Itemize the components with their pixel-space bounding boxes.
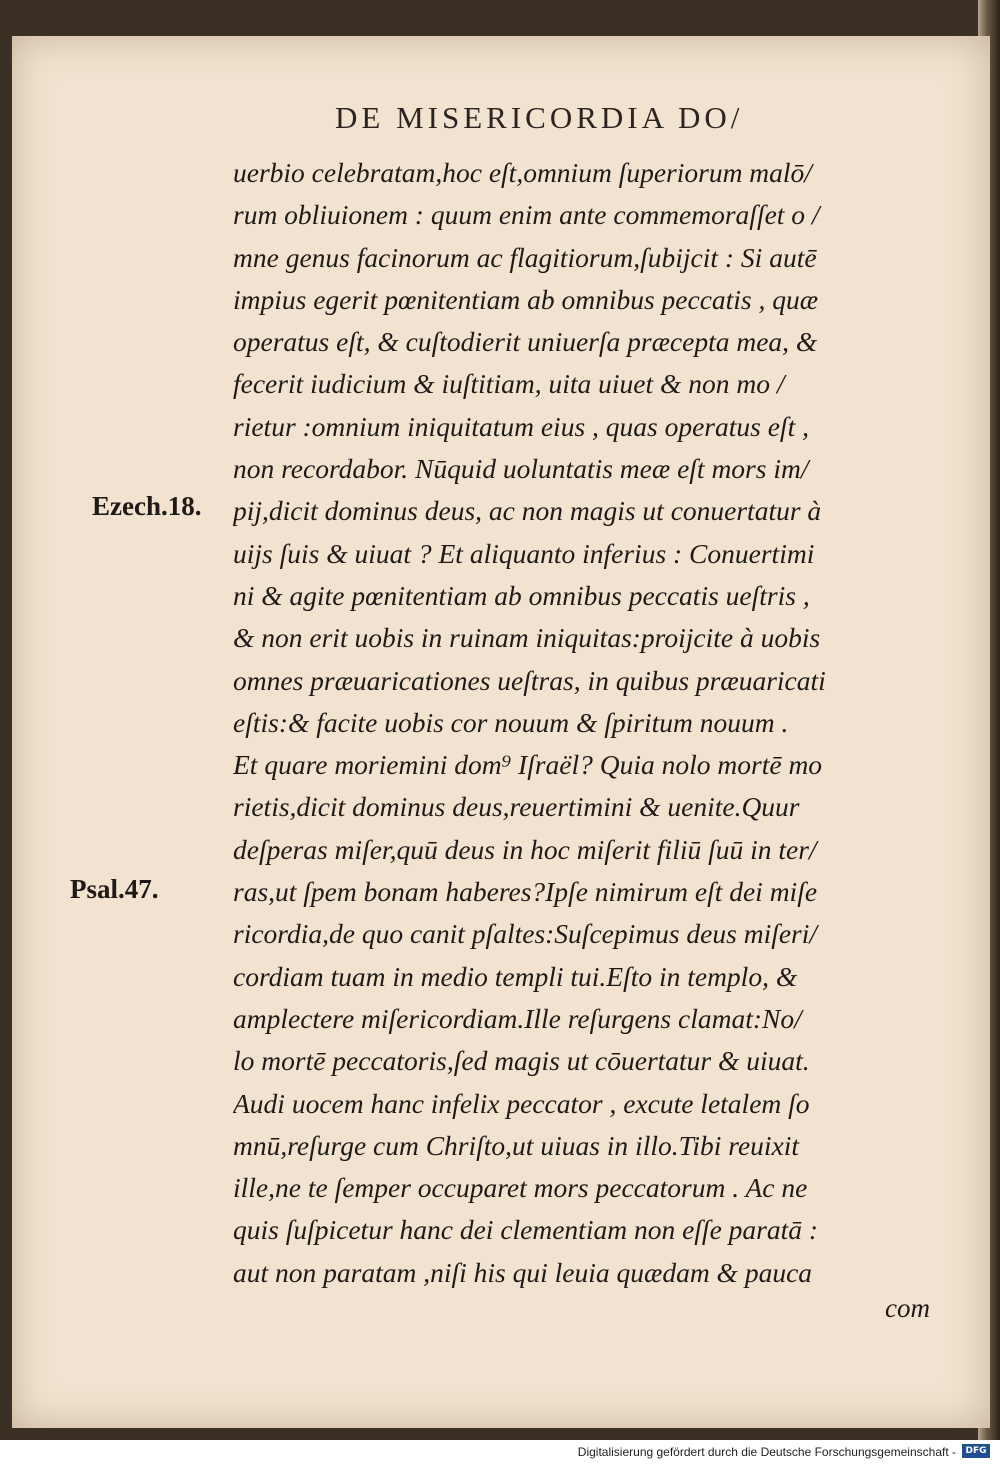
footer-credit: Digitalisierung gefördert durch die Deutsche Forschungsgemeinschaft - — [577, 1445, 956, 1459]
text-line: Audi uocem hanc infelix peccator , excute letalem ſo — [233, 1087, 810, 1119]
text-line: & non erit uobis in ruinam iniquitas:proijcite à uobis — [233, 622, 821, 654]
body-text — [233, 152, 933, 1294]
text-line: amplectere miſericordiam.Ille reſurgens clamat:No/ — [233, 1002, 802, 1034]
text-line: omnes præuaricationes ueſtras, in quibus præuaricati — [233, 664, 826, 696]
dfg-logo: DFG — [962, 1444, 990, 1458]
text-line: deſperas miſer,quū deus in hoc miſerit filiū ſuū in ter/ — [233, 833, 817, 865]
text-line: mnū,reſurge cum Chriſto,ut uiuas in illo.Tibi reuixit — [233, 1129, 800, 1161]
text-line: cordiam tuam in medio templi tui.Eſto in templo, & — [233, 960, 798, 992]
margin-note-psal: Psal.47. — [70, 874, 159, 904]
text-line: ni & agite pœnitentiam ab omnibus peccatis ueſtris , — [233, 579, 810, 611]
running-header: DE MISERICORDIA DO/ — [335, 100, 744, 135]
text-line: impius egerit pœnitentiam ab omnibus peccatis , quæ — [233, 283, 819, 315]
margin-note-ezech: Ezech.18. — [92, 491, 202, 521]
text-line: pij,dicit dominus deus, ac non magis ut conuertatur à — [233, 495, 822, 527]
text-line: aut non paratam ,niſi his qui leuia quædam & pauca — [233, 1256, 813, 1288]
text-line: rum obliuionem : quum enim ante commemoraſſet o / — [233, 199, 820, 231]
text-line: rietur :omnium iniquitatum eius , quas operatus eſt , — [233, 410, 809, 442]
text-line: ille,ne te ſemper occuparet mors peccatorum . Ac ne — [233, 1172, 808, 1204]
text-line: uijs ſuis & uiuat ? Et aliquanto inferius : Conuertimi — [233, 537, 815, 569]
text-line: eſtis:& facite uobis cor nouum & ſpiritum nouum . — [233, 706, 789, 738]
text-line: non recordabor. Nūquid uoluntatis meæ eſt mors im/ — [233, 453, 809, 485]
text-line: uerbio celebratam,hoc eſt,omnium ſuperiorum malō/ — [233, 157, 812, 188]
catchword: com — [885, 1293, 930, 1323]
text-line: Et quare moriemini dom⁹ Iſraël? Quia nolo mortē mo — [233, 749, 823, 781]
text-line: ras,ut ſpem bonam haberes?Ipſe nimirum eſt dei miſe — [233, 876, 818, 908]
text-line: lo mortē peccatoris,ſed magis ut cōuertatur & uiuat. — [233, 1045, 810, 1077]
text-line: ricordia,de quo canit pſaltes:Suſcepimus deus miſeri/ — [233, 918, 818, 950]
text-line: mne genus facinorum ac flagitiorum,ſubijcit : Si autē — [233, 241, 817, 273]
text-line: rietis,dicit dominus deus,reuertimini & uenite.Quur — [233, 791, 800, 823]
text-line: fecerit iudicium & iuſtitiam, uita uiuet & non mo / — [233, 368, 785, 400]
text-line: operatus eſt, & cuſtodierit uniuerſa præcepta mea, & — [233, 326, 818, 358]
text-line: quis ſuſpicetur hanc dei clementiam non eſſe paratā : — [233, 1214, 819, 1246]
